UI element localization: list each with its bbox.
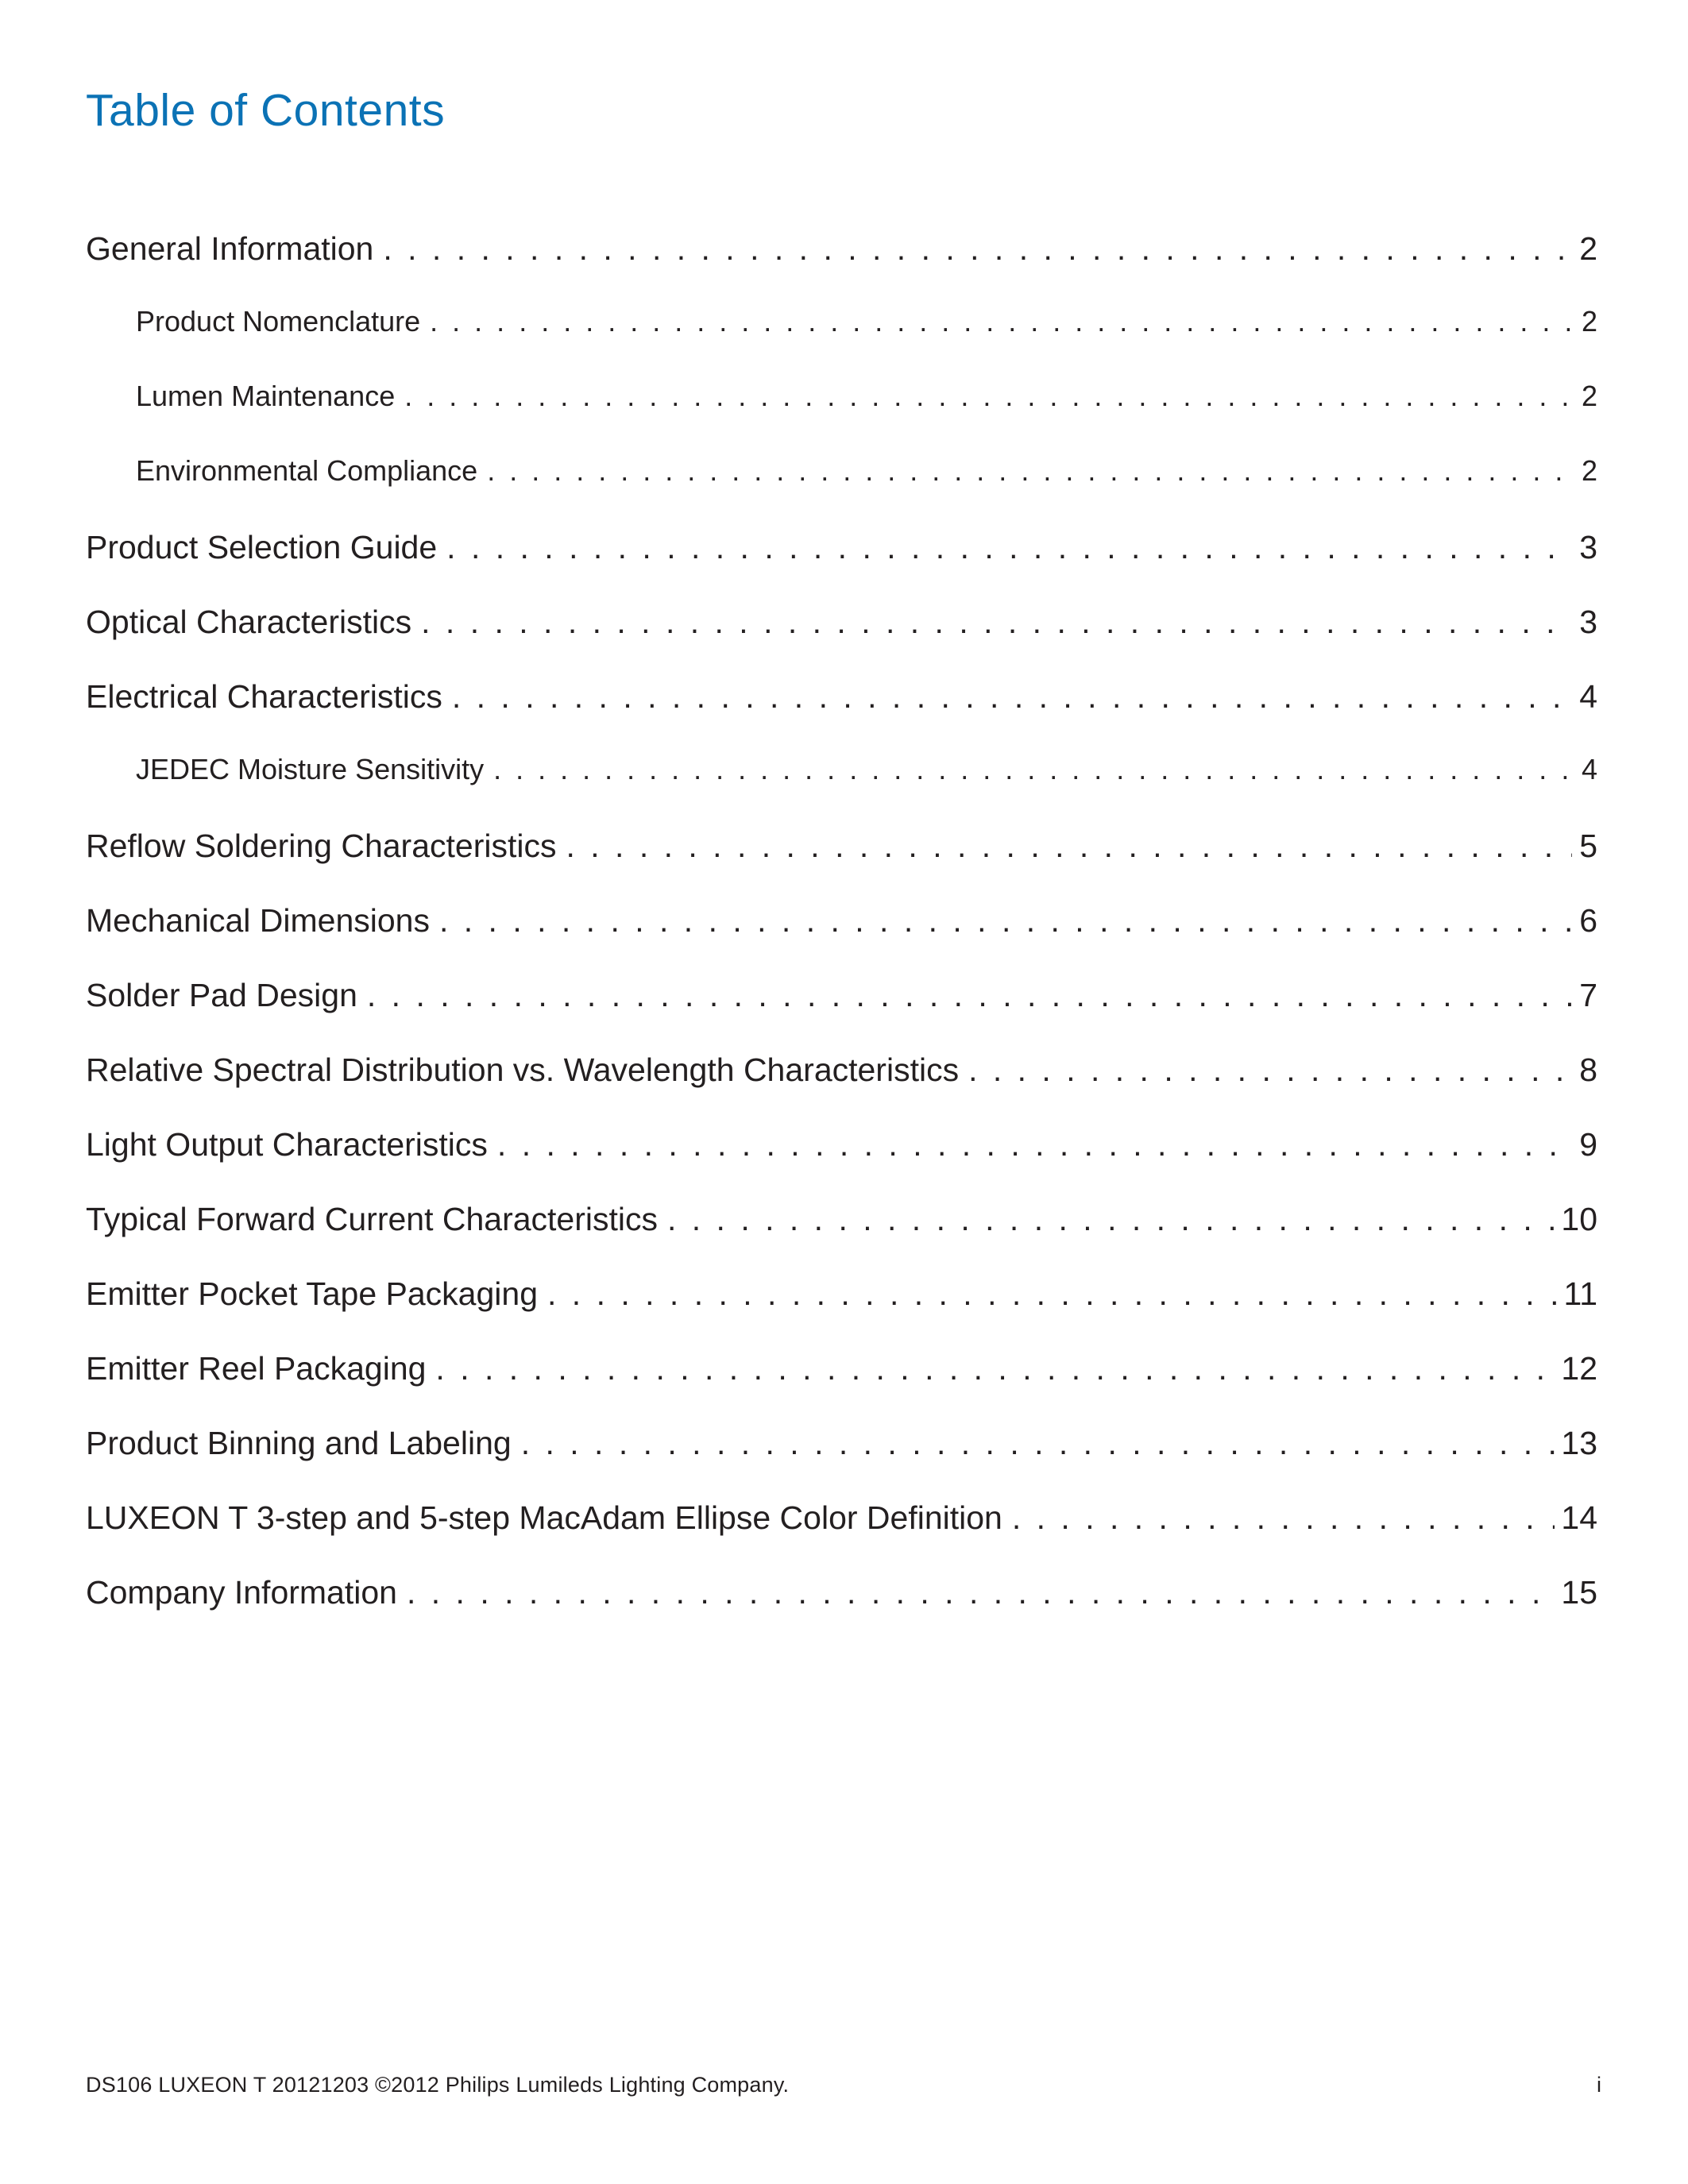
toc-entry-label: Lumen Maintenance (136, 380, 396, 412)
toc-entry-page: 11 (1563, 1275, 1597, 1312)
toc-entry-label: Reflow Soldering Characteristics (86, 828, 557, 864)
toc-entry-page: 2 (1579, 230, 1597, 267)
toc-entry-label: Product Nomenclature (136, 305, 421, 338)
dot-leader (521, 1425, 1555, 1462)
footer-copyright: DS106 LUXEON T 20121203 ©2012 Philips Lumileds Lighting Company. (86, 2073, 790, 2097)
dot-leader (367, 977, 1572, 1014)
toc-entry[interactable] (86, 305, 1597, 380)
dot-leader (430, 305, 1572, 338)
dot-leader (452, 678, 1572, 716)
toc-entry[interactable] (86, 604, 1597, 678)
dot-leader (404, 380, 1572, 413)
toc-entry[interactable] (86, 380, 1597, 454)
toc-entry-page: 12 (1561, 1350, 1597, 1387)
toc-entry-label: General Information (86, 230, 374, 267)
dot-leader (446, 529, 1572, 566)
dot-leader (547, 1275, 1557, 1313)
toc-entry-page: 14 (1561, 1499, 1597, 1536)
dot-leader (497, 1126, 1572, 1163)
dot-leader (487, 454, 1572, 488)
footer-page-number: i (1597, 2073, 1601, 2097)
dot-leader (421, 604, 1572, 641)
dot-leader (968, 1051, 1572, 1089)
toc-entry-label: Relative Spectral Distribution vs. Wavelength Characteristics (86, 1051, 960, 1088)
toc-entry-page: 10 (1561, 1201, 1597, 1237)
toc-entry-page: 3 (1579, 604, 1597, 640)
toc-entry-page: 4 (1579, 678, 1597, 715)
toc-entry-label: Mechanical Dimensions (86, 902, 430, 939)
dot-leader (439, 902, 1572, 940)
dot-leader (435, 1350, 1555, 1387)
toc-entry[interactable] (86, 1574, 1597, 1649)
toc-entry-label: Product Binning and Labeling (86, 1425, 512, 1461)
toc-entry-label: Solder Pad Design (86, 977, 357, 1013)
toc-entry-label: LUXEON T 3-step and 5-step MacAdam Ellipse Color Definition (86, 1499, 1002, 1536)
toc-entry-label: Company Information (86, 1574, 397, 1611)
toc-entry-page: 2 (1581, 305, 1597, 338)
toc-entry-label: Emitter Reel Packaging (86, 1350, 427, 1387)
toc-entry[interactable] (86, 753, 1597, 828)
toc-entry[interactable] (86, 230, 1597, 305)
toc-entry-page: 2 (1581, 454, 1597, 487)
toc-entry-label: JEDEC Moisture Sensitivity (136, 753, 485, 785)
toc-entry[interactable] (86, 1350, 1597, 1425)
dot-leader (407, 1574, 1555, 1611)
toc-entry[interactable] (86, 1201, 1597, 1275)
table-of-contents (86, 230, 1597, 1649)
toc-entry[interactable] (86, 1126, 1597, 1201)
toc-entry-page: 9 (1579, 1126, 1597, 1163)
dot-leader (1012, 1499, 1555, 1537)
toc-entry-page: 2 (1581, 380, 1597, 412)
toc-entry[interactable] (86, 828, 1597, 902)
toc-entry[interactable] (86, 1275, 1597, 1350)
toc-entry-label: Light Output Characteristics (86, 1126, 488, 1163)
toc-entry[interactable] (86, 454, 1597, 529)
toc-entry-label: Product Selection Guide (86, 529, 438, 565)
dot-leader (493, 753, 1572, 786)
toc-entry-label: Environmental Compliance (136, 454, 478, 487)
toc-entry-label: Typical Forward Current Characteristics (86, 1201, 658, 1237)
toc-entry[interactable] (86, 1499, 1597, 1574)
dot-leader (383, 230, 1572, 268)
toc-entry-page: 8 (1579, 1051, 1597, 1088)
toc-entry[interactable] (86, 977, 1597, 1051)
toc-entry-page: 13 (1561, 1425, 1597, 1461)
toc-entry-page: 3 (1579, 529, 1597, 565)
toc-entry-page: 4 (1581, 753, 1597, 785)
dot-leader (566, 828, 1572, 865)
dot-leader (667, 1201, 1555, 1238)
toc-entry-page: 6 (1579, 902, 1597, 939)
page-footer (86, 2073, 1601, 2097)
toc-entry-page: 7 (1579, 977, 1597, 1013)
toc-entry-page: 5 (1579, 828, 1597, 864)
toc-entry-label: Optical Characteristics (86, 604, 412, 640)
page-title: Table of Contents (86, 85, 446, 136)
toc-entry-page: 15 (1561, 1574, 1597, 1611)
toc-entry[interactable] (86, 902, 1597, 977)
toc-entry[interactable] (86, 678, 1597, 753)
toc-entry[interactable] (86, 1051, 1597, 1126)
toc-entry-label: Emitter Pocket Tape Packaging (86, 1275, 538, 1312)
toc-entry[interactable] (86, 1425, 1597, 1499)
toc-entry-label: Electrical Characteristics (86, 678, 442, 715)
toc-entry[interactable] (86, 529, 1597, 604)
